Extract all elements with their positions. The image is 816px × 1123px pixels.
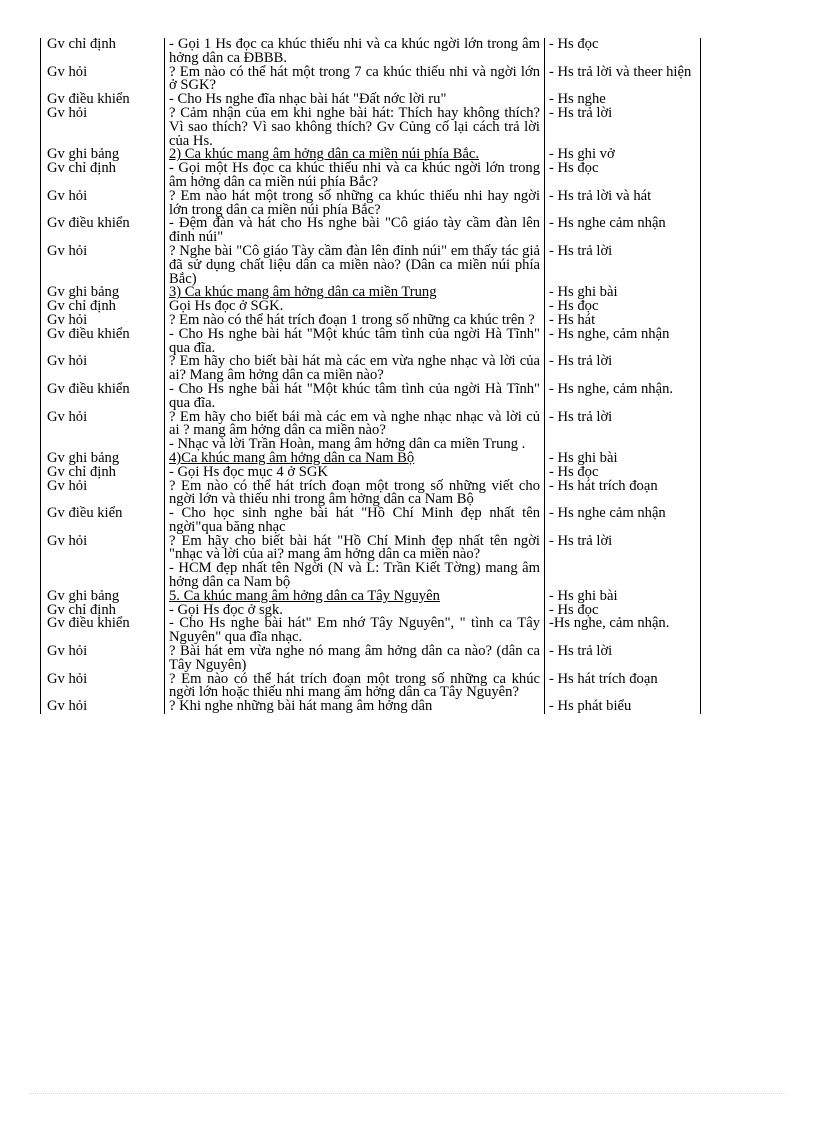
table-row (41, 355, 701, 383)
teacher-role-cell: Gv hỏi (41, 355, 165, 383)
activity-text: - Cho Hs nghe bài hát "Một khúc tâm tình của ngời Hà Tĩnh" qua đĩa. (169, 380, 540, 411)
table-row (41, 507, 701, 535)
table-row (41, 190, 701, 218)
activity-text: - Nhạc và lời Trần Hoàn, mang âm hởng dân ca miền Trung . (169, 436, 526, 453)
activity-text: ? Bài hát em vừa nghe nó mang âm hởng dân ca nào? (dân ca Tây Nguyên) (169, 643, 540, 673)
activity-cell (165, 700, 545, 714)
activity-text: - Gọi một Hs đọc ca khúc thiếu nhi và ca khúc ngời lớn trong âm hởng dân ca miền núi phía Bắc? (169, 160, 540, 190)
activity-cell (165, 38, 545, 66)
table-row (41, 107, 701, 148)
student-activity-cell: - Hs trả lời và hát (545, 190, 701, 218)
teacher-role-cell: Gv ghi bảng (41, 590, 165, 604)
activity-text: ? Khi nghe những bài hát mang âm hởng dân (169, 698, 433, 715)
activity-text: ? Em hãy cho biết bái mà các em và nghe nhạc nhạc và lời củ ai ? mang âm hởng dân ca miền nào? (169, 408, 540, 439)
student-activity-cell: - Hs đọc (545, 162, 701, 190)
activity-cell (165, 408, 545, 453)
teacher-role-cell: Gv ghi bảng (41, 148, 165, 162)
activity-cell (165, 645, 545, 673)
student-activity-cell: - Hs trả lời (545, 645, 701, 673)
student-activity-cell: - Hs ghi bài (545, 590, 701, 604)
student-activity-cell: - Hs hát (545, 314, 701, 328)
student-activity-cell: - Hs trả lời (545, 411, 701, 452)
activity-text: ? Em nào có thể hát trích đoạn một trong số những viết cho ngời lớn và thiếu nhi trong âm hởng dân ca Nam Bộ (169, 477, 540, 508)
student-activity-cell: - Hs đọc (545, 466, 701, 480)
activity-text: - HCM đẹp nhất tên Ngời (N và L: Trần Kiết Tờng) mang âm hởng dân ca Nam bộ (169, 560, 540, 591)
activity-text: - Đệm đàn và hát cho Hs nghe bài "Cô giáo tày cầm đàn lên đỉnh núi" (169, 215, 540, 246)
teacher-role-cell: Gv chỉ định (41, 466, 165, 480)
teacher-role-cell: Gv điều khiển (41, 617, 165, 645)
teacher-role-cell: Gv hỏi (41, 535, 165, 590)
activity-text: - Cho Hs nghe bài hát" Em nhớ Tây Nguyên", " tình ca Tây Nguyên" qua đĩa nhạc. (169, 615, 540, 646)
teacher-role-cell: Gv chỉ định (41, 162, 165, 190)
activity-cell (165, 617, 545, 645)
table-row (41, 700, 701, 714)
teacher-role-cell: Gv hỏi (41, 411, 165, 452)
activity-text: ? Cảm nhận của em khi nghe bài hát: Thích hay không thích? Vì sao thích? Vì sao không thích? Gv Củng cố lại cách trả lời của Hs. (169, 104, 540, 149)
table-row (41, 645, 701, 673)
table-row (41, 535, 701, 590)
student-activity-cell: - Hs nghe, cảm nhận (545, 328, 701, 356)
table-row (41, 673, 701, 701)
section-heading: 3) Ca khúc mang âm hởng dân ca miền Trung (169, 284, 437, 301)
table-row (41, 383, 701, 411)
student-activity-cell: - Hs trả lời (545, 107, 701, 148)
table-row (41, 617, 701, 645)
activity-text: ? Em hãy cho biết bài hát mà các em vừa nghe nhạc và lời của ai? Mang âm hởng dân ca miền nào? (169, 353, 540, 384)
table-row (41, 411, 701, 452)
section-heading: 2) Ca khúc mang âm hởng dân ca miền núi phía Bắc. (169, 146, 480, 163)
table-row (41, 590, 701, 604)
table-row (41, 245, 701, 286)
teacher-role-cell: Gv điều khiển (41, 217, 165, 245)
lesson-plan-page (40, 38, 700, 714)
teacher-role-cell: Gv chỉ định (41, 300, 165, 314)
page-footer-rule (30, 1093, 786, 1094)
teacher-role-cell: Gv hỏi (41, 645, 165, 673)
table-row (41, 66, 701, 94)
teacher-role-cell: Gv hỏi (41, 190, 165, 218)
student-activity-cell: - Hs trả lời và theer hiện (545, 66, 701, 94)
activity-cell (165, 532, 545, 591)
activity-cell (165, 104, 545, 149)
table-row (41, 480, 701, 508)
student-activity-cell: - Hs trả lời (545, 535, 701, 590)
teacher-role-cell: Gv hỏi (41, 245, 165, 286)
activity-text: - Gọi Hs đọc mục 4 ở SGK (169, 463, 328, 480)
student-activity-cell: - Hs nghe cảm nhận (545, 507, 701, 535)
student-activity-cell: - Hs ghi bài (545, 286, 701, 300)
activity-text: - Gọi Hs đọc ở sgk. (169, 601, 283, 618)
activity-cell (165, 217, 545, 245)
teacher-role-cell: Gv hỏi (41, 700, 165, 714)
teacher-role-cell: Gv ghi bảng (41, 286, 165, 300)
student-activity-cell: - Hs hát trích đoạn (545, 673, 701, 701)
activity-cell (165, 507, 545, 535)
teacher-role-cell: Gv hỏi (41, 107, 165, 148)
student-activity-cell: - Hs nghe, cảm nhận. (545, 383, 701, 411)
table-row (41, 452, 701, 466)
student-activity-cell: - Hs ghi bài (545, 452, 701, 466)
activity-text: - Gọi 1 Hs đọc ca khúc thiếu nhi và ca khúc ngời lớn trong âm hởng dân ca ĐBBB. (169, 36, 540, 66)
table-row (41, 286, 701, 300)
student-activity-cell: - Hs nghe cảm nhận (545, 217, 701, 245)
activity-cell (165, 242, 545, 287)
activity-text: ? Em nào có thể hát trích đoạn 1 trong số những ca khúc trên ? (169, 311, 535, 328)
teacher-role-cell: Gv ghi bảng (41, 452, 165, 466)
teacher-role-cell: Gv điều khiển (41, 328, 165, 356)
student-activity-cell: - Hs đọc (545, 604, 701, 618)
teacher-role-cell: Gv hỏi (41, 314, 165, 328)
teacher-role-cell: Gv hỏi (41, 66, 165, 94)
activity-text: - Cho Hs nghe đĩa nhạc bài hát "Đất nớc lời ru" (169, 91, 447, 108)
lesson-activity-table (40, 38, 701, 714)
student-activity-cell: - Hs trả lời (545, 245, 701, 286)
section-heading: 4)Ca khúc mang âm hởng dân ca Nam Bộ (169, 449, 415, 466)
student-activity-cell: - Hs phát biểu (545, 700, 701, 714)
section-heading: 5. Ca khúc mang âm hởng dân ca Tây Nguyên (169, 587, 440, 604)
activity-text: ? Em nào có thể hát một trong 7 ca khúc thiếu nhi và ngời lớn ở SGK? (169, 63, 540, 94)
student-activity-cell: - Hs ghi vở (545, 148, 701, 162)
teacher-role-cell: Gv hỏi (41, 673, 165, 701)
activity-text: Gọi Hs đọc ở SGK. (169, 298, 284, 315)
table-row (41, 217, 701, 245)
teacher-role-cell: Gv điều kiển (41, 507, 165, 535)
student-activity-cell: - Hs trả lời (545, 355, 701, 383)
activity-text: ? Nghe bài "Cô giáo Tày cầm đàn lên đỉnh núi" em thấy tác giả đã sử dụng chất liệu dân ca miền nào? (Dân ca miền núi phía Bắc) (169, 242, 540, 287)
activity-cell (165, 477, 545, 508)
activity-text: ? Em nào hát một trong số những ca khúc thiếu nhi hay ngời lớn trong dân ca miền núi phía Bắc? (169, 187, 540, 218)
student-activity-cell: - Hs nghe (545, 93, 701, 107)
student-activity-cell: - Hs đọc (545, 300, 701, 314)
activity-text: ? Em nào có thể hát trích đoạn một trong số những ca khúc ngời lớn hoặc thiếu nhi mang âm hởng dân ca Tây Nguyên? (169, 670, 540, 701)
activity-text: - Cho học sinh nghe bài hát "Hồ Chí Minh đẹp nhất tên ngời"qua băng nhạc (169, 505, 540, 535)
table-row (41, 38, 701, 66)
activity-cell (165, 325, 545, 356)
activity-cell (165, 187, 545, 218)
teacher-role-cell: Gv điều khiển (41, 383, 165, 411)
teacher-role-cell: Gv chỉ định (41, 604, 165, 618)
activity-cell (165, 63, 545, 94)
teacher-role-cell: Gv chỉ định (41, 38, 165, 66)
student-activity-cell: - Hs hát trích đoạn (545, 480, 701, 508)
activity-text: ? Em hãy cho biết bài hát "Hồ Chí Minh đẹp nhất tên ngời "nhạc và lời của ai? mang âm hởng dân ca miền nào? (169, 532, 540, 563)
activity-cell (165, 162, 545, 190)
table-row (41, 328, 701, 356)
activity-cell (165, 355, 545, 383)
student-activity-cell: - Hs đọc (545, 38, 701, 66)
table-row (41, 162, 701, 190)
teacher-role-cell: Gv điều khiển (41, 93, 165, 107)
activity-text: - Cho Hs nghe bài hát "Một khúc tâm tình của ngời Hà Tĩnh" qua đĩa. (169, 325, 540, 356)
activity-cell (165, 670, 545, 701)
student-activity-cell: -Hs nghe, cảm nhận. (545, 617, 701, 645)
activity-cell (165, 380, 545, 411)
teacher-role-cell: Gv hỏi (41, 480, 165, 508)
table-body (41, 38, 701, 714)
